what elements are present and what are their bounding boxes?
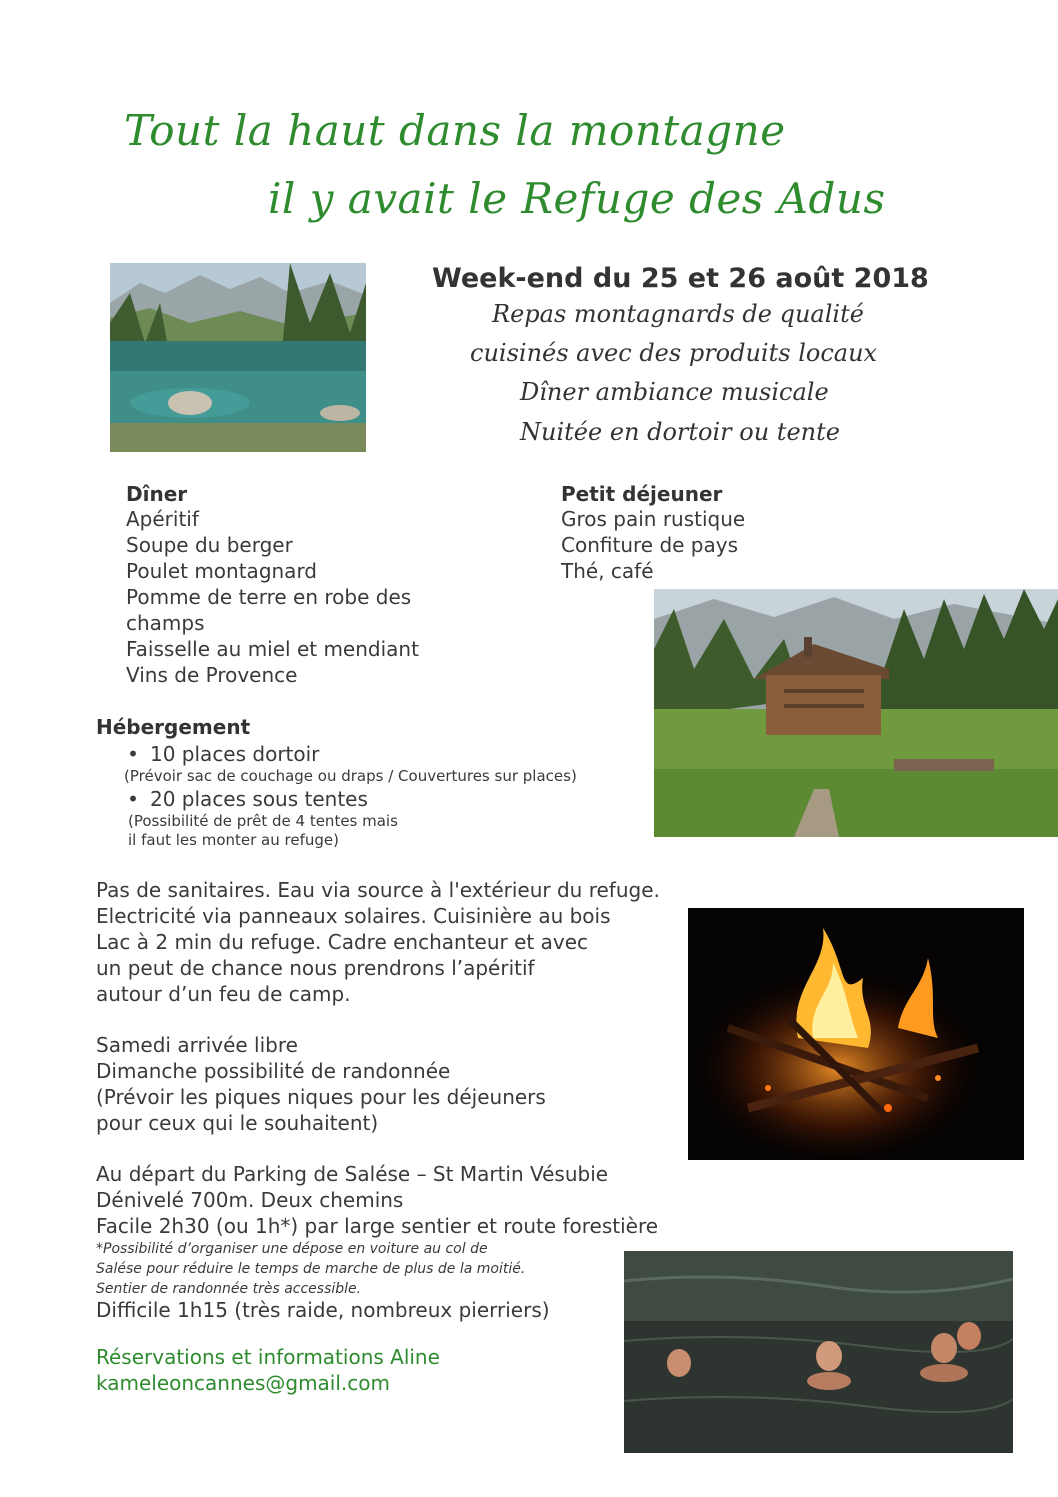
info-paragraph	[96, 877, 660, 1007]
weekend-line-1: Repas montagnards de qualité	[492, 300, 864, 328]
diner-section	[126, 482, 419, 688]
weekend-line-3: Dîner ambiance musicale	[520, 378, 829, 406]
title-line-2: il y avait le Refuge des Adus	[268, 174, 886, 223]
diner-heading: Dîner	[126, 482, 188, 506]
breakfast-item: Thé, café	[561, 559, 654, 583]
bullet: •	[127, 742, 139, 766]
diner-item: Apéritif	[126, 507, 199, 531]
weekend-line-2: cuisinés avec des produits locaux	[470, 339, 878, 367]
hebergement-note-2	[128, 812, 398, 850]
chalet-photo	[654, 589, 1058, 837]
diner-item: Faisselle au miel et mendiant	[126, 637, 419, 661]
access-line: Dénivelé 700m. Deux chemins	[96, 1188, 404, 1212]
schedule-paragraph	[96, 1032, 546, 1136]
schedule-line: Samedi arrivée libre	[96, 1033, 298, 1057]
contact-email-link[interactable]: kameleoncannes@gmail.com	[96, 1371, 390, 1395]
hebergement-item-2-label: 20 places sous tentes	[150, 787, 368, 811]
access-note: *Possibilité d’organiser une dépose en voiture au col de	[96, 1241, 488, 1257]
breakfast-section	[561, 482, 745, 584]
bullet: •	[127, 787, 139, 811]
contact-label: Réservations et informations Aline	[96, 1345, 440, 1369]
weekend-line-4: Nuitée en dortoir ou tente	[520, 418, 840, 446]
access-line: Facile 2h30 (ou 1h*) par large sentier et route forestière	[96, 1214, 659, 1238]
hebergement-note-1: (Prévoir sac de couchage ou draps / Couvertures sur places)	[124, 767, 577, 785]
breakfast-item: Gros pain rustique	[561, 507, 746, 531]
access-note: Salése pour réduire le temps de marche de plus de la moitié.	[96, 1261, 526, 1277]
diner-item: champs	[126, 611, 205, 635]
info-line: Lac à 2 min du refuge. Cadre enchanteur et avec	[96, 930, 589, 954]
schedule-line: Dimanche possibilité de randonnée	[96, 1059, 451, 1083]
access-note: Sentier de randonnée très accessible.	[96, 1281, 362, 1297]
access-line: Au départ du Parking de Salése – St Martin Vésubie	[96, 1162, 609, 1186]
diner-item: Pomme de terre en robe des	[126, 585, 412, 609]
breakfast-item: Confiture de pays	[561, 533, 739, 557]
info-line: Pas de sanitaires. Eau via source à l'extérieur du refuge.	[96, 878, 660, 902]
campfire-photo	[688, 908, 1024, 1160]
schedule-line: pour ceux qui le souhaitent)	[96, 1111, 379, 1135]
title-line-1: Tout la haut dans la montagne	[124, 106, 786, 155]
info-line: Electricité via panneaux solaires. Cuisinière au bois	[96, 904, 611, 928]
hebergement-heading: Hébergement	[96, 715, 251, 739]
breakfast-heading: Petit déjeuner	[561, 482, 723, 506]
hebergement-item-1-label: 10 places dortoir	[150, 742, 320, 766]
hebergement-item-1	[116, 741, 319, 767]
hebergement-note-2-line-2: il faut les monter au refuge)	[128, 831, 339, 849]
schedule-line: (Prévoir les piques niques pour les déjeuners	[96, 1085, 546, 1109]
weekend-heading: Week-end du 25 et 26 août 2018	[432, 263, 929, 294]
info-line: autour d’un feu de camp.	[96, 982, 351, 1006]
info-line: un peut de chance nous prendrons l’apéritif	[96, 956, 535, 980]
access-hard: Difficile 1h15 (très raide, nombreux pierriers)	[96, 1298, 550, 1322]
diner-item: Poulet montagnard	[126, 559, 318, 583]
swimming-photo	[624, 1251, 1013, 1453]
access-paragraph	[96, 1161, 658, 1239]
hebergement-item-2	[116, 786, 368, 812]
diner-item: Soupe du berger	[126, 533, 293, 557]
access-notes	[96, 1239, 525, 1299]
diner-item: Vins de Provence	[126, 663, 298, 687]
lake-photo	[110, 263, 366, 452]
hebergement-note-2-line-1: (Possibilité de prêt de 4 tentes mais	[128, 812, 398, 830]
